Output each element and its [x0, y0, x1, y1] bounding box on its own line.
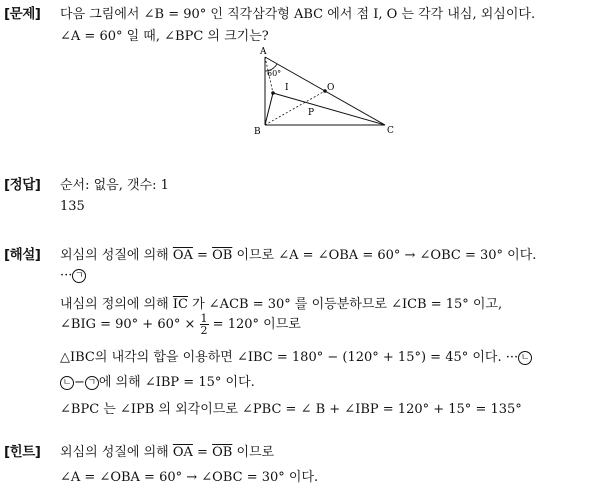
- label-angle-a: 60°: [267, 69, 282, 78]
- solution-text: ∠BIG = 90° + 60° ×: [60, 317, 200, 332]
- minus-sign: −: [74, 375, 85, 390]
- equals-sign: =: [192, 445, 213, 460]
- hint-line-1: [60, 441, 274, 460]
- label-b: B: [254, 127, 261, 137]
- circled-mark-1: ㄱ: [72, 269, 86, 283]
- solution-text: 내심의 정의에 의해: [60, 297, 173, 312]
- solution-text: 가 ∠ACB = 30° 를 이등분하므로 ∠ICB = 15° 이고,: [187, 297, 503, 312]
- hint-text: 이므로: [232, 445, 275, 460]
- solution-text: 이므로 ∠A = ∠OBA = 60° → ∠OBC = 30° 이다.: [232, 248, 537, 263]
- label-a: A: [260, 47, 267, 57]
- fraction-numerator: 1: [200, 312, 208, 325]
- circled-mark-4: ㄱ: [85, 376, 99, 390]
- triangle-figure: [245, 45, 405, 140]
- solution-text: = 120° 이므로: [208, 317, 301, 332]
- hint-tag: [힌트]: [4, 444, 41, 460]
- segment-ic: $\overline{IC}$: [172, 297, 188, 312]
- solution-line-6: [60, 371, 255, 390]
- segment-oa: $\overline{OA}$: [172, 248, 193, 263]
- equals-sign: =: [192, 248, 213, 263]
- problem-tag: [문제]: [4, 6, 41, 22]
- segment-bo: [265, 91, 325, 125]
- answer-tag: [정답]: [4, 177, 41, 193]
- label-o: O: [327, 83, 335, 93]
- solution-line-4: [60, 313, 301, 336]
- solution-line-7: ∠BPC 는 ∠IPB 의 외각이므로 ∠PBC = ∠ B + ∠IBP = 120° + 15° = 135°: [60, 402, 522, 417]
- answer-line-1: 순서: 없음, 갯수: 1: [60, 178, 169, 193]
- solution-line-3: [60, 293, 502, 312]
- problem-text-line-1: 다음 그림에서 ∠B = 90° 인 직각삼각형 ABC 에서 점 I, O 는 각각 내심, 외심이다.: [60, 7, 536, 22]
- segment-ob: $\overline{OB}$: [212, 445, 233, 460]
- point-i: [271, 91, 275, 95]
- solution-text: △IBC의 내각의 합을 이용하면 ∠IBC = 180° − (120° + 15°) = 45° 이다. ···: [60, 350, 519, 365]
- label-c: C: [387, 126, 394, 136]
- hint-line-2: ∠A = ∠OBA = 60° → ∠OBC = 30° 이다.: [60, 470, 319, 485]
- ellipsis: ···: [60, 268, 73, 283]
- label-p: P: [308, 108, 315, 118]
- solution-text: 외심의 성질에 의해: [60, 248, 173, 263]
- solution-line-1: [60, 244, 536, 263]
- segment-ob: $\overline{OB}$: [212, 248, 233, 263]
- fraction-half: [200, 313, 209, 336]
- segment-bi: [265, 93, 273, 125]
- circled-mark-2: ㄴ: [518, 351, 532, 365]
- solution-text: 에 의해 ∠IBP = 15° 이다.: [98, 375, 255, 390]
- circled-mark-3: ㄴ: [60, 376, 74, 390]
- fraction-denominator: 2: [200, 324, 208, 337]
- label-i: I: [285, 83, 289, 93]
- segment-oa: $\overline{OA}$: [172, 445, 193, 460]
- answer-value: 135: [60, 199, 85, 214]
- solution-tag: [해설]: [4, 247, 41, 263]
- problem-text-line-2: ∠A = 60° 일 때, ∠BPC 의 크기는?: [60, 29, 269, 44]
- hint-text: 외심의 성질에 의해: [60, 445, 173, 460]
- solution-line-2: [60, 268, 86, 283]
- segment-ic: [273, 93, 385, 125]
- solution-line-5: [60, 346, 532, 365]
